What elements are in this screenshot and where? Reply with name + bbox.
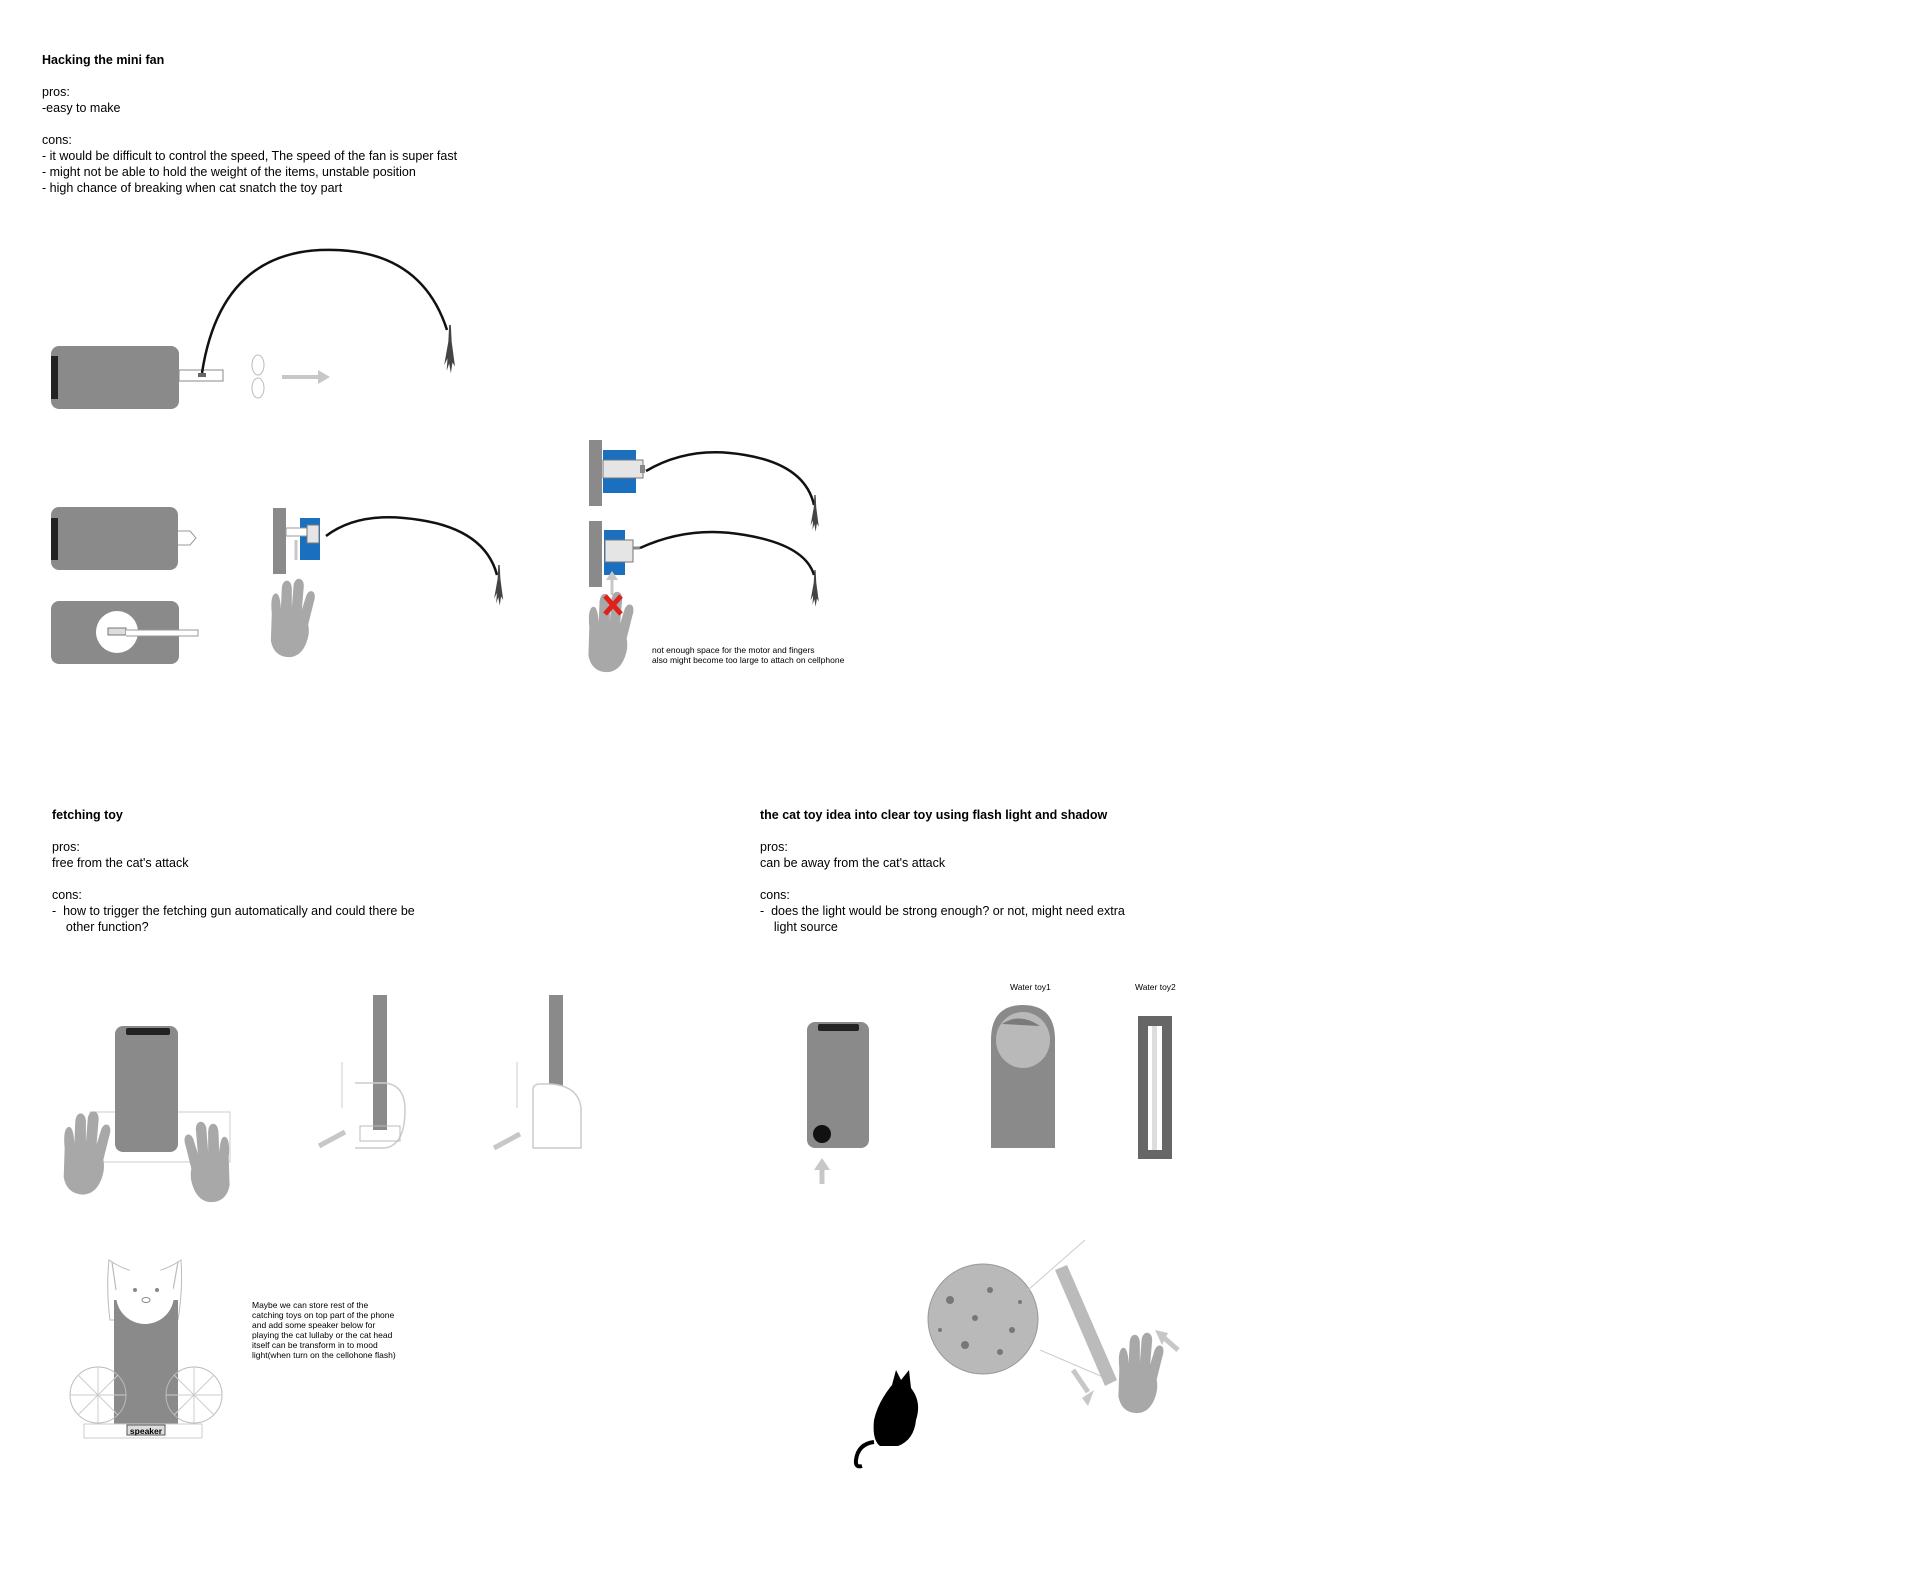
fetch-note-line: and add some speaker below for [252, 1320, 376, 1330]
fan-note-line: also might become too large to attach on cellphone [652, 655, 845, 665]
fetch-cons-label: cons: [52, 888, 82, 902]
fetch-cons-item: - how to trigger the fetching gun automatically and could there be [52, 904, 415, 918]
water-toy1-label: Water toy1 [1010, 982, 1051, 992]
fetch-note-line: light(when turn on the cellohone flash) [252, 1350, 396, 1360]
light-title: the cat toy idea into clear toy using flash light and shadow [760, 808, 1108, 822]
fan-cons-item: - high chance of breaking when cat snatch the toy part [42, 181, 343, 195]
fetch-note-line: Maybe we can store rest of the [252, 1300, 369, 1310]
fetch-note-line: itself can be transform in to mood [252, 1340, 378, 1350]
flashlight-phone-diagram [807, 1022, 869, 1184]
light-pros-item: can be away from the cat's attack [760, 856, 946, 870]
fetch-pros-label: pros: [52, 840, 80, 854]
fan-pros-label: pros: [42, 85, 70, 99]
fan-cons-item: - might not be able to hold the weight of the items, unstable position [42, 165, 416, 179]
light-cons-item: light source [760, 920, 838, 934]
light-cons-item: - does the light would be strong enough? or not, might need extra [760, 904, 1125, 918]
fetch-gun-side-view-1 [319, 995, 405, 1148]
water-toy1-diagram [991, 1005, 1055, 1148]
light-cons-label: cons: [760, 888, 790, 902]
fan-pros-item: -easy to make [42, 101, 121, 115]
phone-side-views-diagram [51, 507, 198, 664]
cat-head-speaker-concept [70, 1260, 222, 1438]
fan-cons-label: cons: [42, 133, 72, 147]
fetch-note-line: playing the cat lullaby or the cat head [252, 1330, 393, 1340]
speaker-label: speaker [129, 1426, 163, 1436]
cat-shadow-scene [856, 1240, 1178, 1466]
fetch-cons-item: other function? [52, 920, 149, 934]
fan-cons-item: - it would be difficult to control the speed, The speed of the fan is super fast [42, 149, 458, 163]
dual-motor-comparison-diagram [588, 440, 818, 672]
fetch-pros-item: free from the cat's attack [52, 856, 189, 870]
fetch-title: fetching toy [52, 808, 123, 822]
fetch-gun-side-view-2 [494, 995, 581, 1148]
fetch-note-line: catching toys on top part of the phone [252, 1310, 395, 1320]
motor-with-hand-diagram [271, 508, 503, 657]
water-toy2-diagram [1138, 1016, 1172, 1159]
light-pros-label: pros: [760, 840, 788, 854]
fetch-phone-hands-diagram [64, 1026, 230, 1202]
water-toy2-label: Water toy2 [1135, 982, 1176, 992]
phone-with-fan-diagram [51, 250, 455, 409]
fan-title: Hacking the mini fan [42, 53, 165, 67]
fan-note-line: not enough space for the motor and fingers [652, 645, 815, 655]
